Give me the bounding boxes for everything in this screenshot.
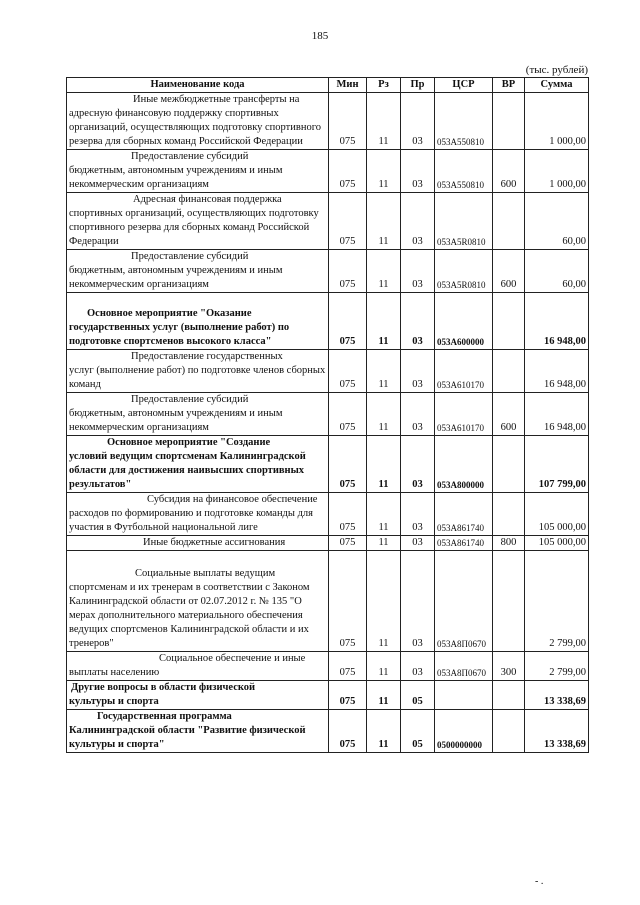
cell-pr: 03	[401, 193, 435, 250]
cell-rz: 11	[367, 293, 401, 350]
row-name	[67, 536, 329, 551]
row-name-rest: выплаты населению	[69, 667, 160, 678]
budget-table	[66, 77, 589, 753]
row-name-first-line: Иные межбюджетные трансферты на	[133, 94, 300, 105]
row-name	[67, 710, 329, 753]
row-name-first-line: Субсидия на финансовое обеспечение	[147, 494, 318, 505]
row-name-rest: бюджетным, автономным учреждениям и иным некоммерческим организациям	[69, 408, 283, 433]
row-name-rest: бюджетным, автономным учреждениям и иным некоммерческим организациям	[69, 265, 283, 290]
cell-pr: 03	[401, 652, 435, 681]
row-name-rest: условий ведущим спортсменам Калининградской области для достижения наивысших спортивных результатов"	[69, 451, 306, 490]
cell-vr: 600	[493, 393, 525, 436]
cell-rz: 11	[367, 250, 401, 293]
cell-min: 075	[329, 436, 367, 493]
cell-csr: 053А8П0670	[435, 652, 493, 681]
cell-csr: 053А5R0810	[435, 193, 493, 250]
cell-vr: 600	[493, 250, 525, 293]
table-row	[67, 150, 589, 193]
cell-pr: 03	[401, 493, 435, 536]
cell-min: 075	[329, 293, 367, 350]
row-name-rest: культуры и спорта	[69, 696, 159, 707]
cell-csr: 053А550810	[435, 150, 493, 193]
row-name-first-line: Предоставление субсидий	[131, 394, 249, 405]
cell-sum: 13 338,69	[525, 681, 589, 710]
cell-csr	[435, 681, 493, 710]
header-vr: ВР	[493, 78, 525, 93]
row-name-first-line: Основное мероприятие "Создание	[107, 437, 271, 448]
cell-sum: 16 948,00	[525, 293, 589, 350]
cell-pr: 03	[401, 293, 435, 350]
row-name	[67, 493, 329, 536]
row-name-rest: услуг (выполнение работ) по подготовке членов сборных команд	[69, 365, 326, 390]
cell-min: 075	[329, 652, 367, 681]
row-name-first-line: Адресная финансовая поддержка	[133, 194, 282, 205]
cell-csr: 053А5R0810	[435, 250, 493, 293]
table-row	[67, 93, 589, 150]
cell-min: 075	[329, 93, 367, 150]
cell-rz: 11	[367, 681, 401, 710]
cell-pr: 05	[401, 710, 435, 753]
row-name-first-line: Предоставление субсидий	[131, 251, 249, 262]
header-sum: Сумма	[525, 78, 589, 93]
cell-csr: 053А800000	[435, 436, 493, 493]
row-name-first-line: Социальные выплаты ведущим	[135, 568, 276, 579]
cell-vr: 600	[493, 150, 525, 193]
cell-rz: 11	[367, 710, 401, 753]
cell-min: 075	[329, 551, 367, 652]
row-name-rest: бюджетным, автономным учреждениям и иным некоммерческим организациям	[69, 165, 283, 190]
units-label: (тыс. рублей)	[525, 64, 588, 76]
row-name	[67, 293, 329, 350]
cell-rz: 11	[367, 652, 401, 681]
cell-min: 075	[329, 493, 367, 536]
cell-vr	[493, 193, 525, 250]
cell-csr: 0500000000	[435, 710, 493, 753]
cell-csr: 053А550810	[435, 93, 493, 150]
row-name	[67, 193, 329, 250]
cell-rz: 11	[367, 93, 401, 150]
cell-sum: 1 000,00	[525, 150, 589, 193]
cell-pr: 03	[401, 436, 435, 493]
cell-rz: 11	[367, 393, 401, 436]
row-name	[67, 393, 329, 436]
cell-rz: 11	[367, 193, 401, 250]
row-name	[67, 93, 329, 150]
row-name-rest: государственных услуг (выполнение работ) по подготовке спортсменов высокого класса"	[69, 322, 290, 347]
cell-vr: 800	[493, 536, 525, 551]
cell-csr: 053А861740	[435, 536, 493, 551]
cell-sum: 105 000,00	[525, 493, 589, 536]
cell-min: 075	[329, 193, 367, 250]
table-row	[67, 551, 589, 652]
cell-csr: 053А610170	[435, 350, 493, 393]
cell-vr	[493, 681, 525, 710]
cell-sum: 60,00	[525, 193, 589, 250]
cell-vr	[493, 493, 525, 536]
table-header-row	[67, 78, 589, 93]
cell-pr: 05	[401, 681, 435, 710]
cell-sum: 105 000,00	[525, 536, 589, 551]
cell-min: 075	[329, 150, 367, 193]
row-name-first-line: Основное мероприятие "Оказание	[87, 308, 252, 319]
footer-mark: - .	[535, 876, 544, 887]
row-name-first-line: Государственная программа	[97, 711, 232, 722]
row-name	[67, 681, 329, 710]
row-name-rest: спортсменам и их тренерам в соответствии с Законом Калининградской области от 02.07.2012 г. № 135 "О мерах дополнительного материального обеспечения ведущих спортсменов Калининградской области и их тренеров"	[69, 582, 310, 649]
cell-min: 075	[329, 250, 367, 293]
cell-vr	[493, 293, 525, 350]
cell-sum: 1 000,00	[525, 93, 589, 150]
table-row	[67, 710, 589, 753]
cell-rz: 11	[367, 436, 401, 493]
row-name-first-line: Иные бюджетные ассигнования	[143, 537, 286, 548]
cell-pr: 03	[401, 93, 435, 150]
table-row	[67, 193, 589, 250]
cell-pr: 03	[401, 250, 435, 293]
row-name-first-line: Предоставление субсидий	[131, 151, 249, 162]
cell-sum: 2 799,00	[525, 652, 589, 681]
cell-min: 075	[329, 350, 367, 393]
page-number: 185	[311, 30, 329, 42]
cell-vr	[493, 551, 525, 652]
table-row	[67, 250, 589, 293]
row-name	[67, 250, 329, 293]
cell-rz: 11	[367, 350, 401, 393]
cell-vr	[493, 350, 525, 393]
row-name-first-line: Другие вопросы в области физической	[71, 682, 256, 693]
cell-pr: 03	[401, 536, 435, 551]
cell-vr	[493, 93, 525, 150]
row-name	[67, 350, 329, 393]
table-row	[67, 536, 589, 551]
cell-rz: 11	[367, 493, 401, 536]
cell-vr	[493, 436, 525, 493]
cell-pr: 03	[401, 150, 435, 193]
cell-pr: 03	[401, 551, 435, 652]
header-name: Наименование кода	[67, 78, 329, 93]
header-rz: Рз	[367, 78, 401, 93]
row-name	[67, 150, 329, 193]
header-csr: ЦСР	[435, 78, 493, 93]
cell-vr: 300	[493, 652, 525, 681]
cell-csr: 053А600000	[435, 293, 493, 350]
row-name-rest: Калининградской области "Развитие физической культуры и спорта"	[69, 725, 306, 750]
cell-min: 075	[329, 536, 367, 551]
cell-sum: 13 338,69	[525, 710, 589, 753]
cell-sum: 16 948,00	[525, 393, 589, 436]
cell-rz: 11	[367, 551, 401, 652]
cell-csr: 053А861740	[435, 493, 493, 536]
cell-csr: 053А8П0670	[435, 551, 493, 652]
table-row	[67, 293, 589, 350]
cell-min: 075	[329, 681, 367, 710]
table-row	[67, 493, 589, 536]
table-row	[67, 681, 589, 710]
table-row	[67, 652, 589, 681]
row-name-rest: расходов по формированию и подготовке команды для участия в Футбольной национальной лиге	[69, 508, 313, 533]
cell-min: 075	[329, 710, 367, 753]
row-name-rest: спортивных организаций, осуществляющих подготовку спортивного резерва для сборных команд Российской Федерации	[69, 208, 319, 247]
cell-pr: 03	[401, 350, 435, 393]
row-name-first-line: Предоставление государственных	[131, 351, 283, 362]
header-min: Мин	[329, 78, 367, 93]
cell-rz: 11	[367, 150, 401, 193]
cell-sum: 60,00	[525, 250, 589, 293]
row-name-rest: адресную финансовую поддержку спортивных организаций, осуществляющих подготовку спортивного резерва для сборных команд Российской Федерации	[69, 108, 321, 147]
cell-csr: 053А610170	[435, 393, 493, 436]
cell-pr: 03	[401, 393, 435, 436]
row-name	[67, 436, 329, 493]
cell-rz: 11	[367, 536, 401, 551]
cell-vr	[493, 710, 525, 753]
table-row	[67, 350, 589, 393]
cell-sum: 2 799,00	[525, 551, 589, 652]
cell-sum: 107 799,00	[525, 436, 589, 493]
header-pr: Пр	[401, 78, 435, 93]
table-row	[67, 436, 589, 493]
row-name	[67, 551, 329, 652]
row-name	[67, 652, 329, 681]
cell-sum: 16 948,00	[525, 350, 589, 393]
cell-min: 075	[329, 393, 367, 436]
row-name-first-line: Социальное обеспечение и иные	[159, 653, 306, 664]
table-body	[67, 93, 589, 753]
table-row	[67, 393, 589, 436]
